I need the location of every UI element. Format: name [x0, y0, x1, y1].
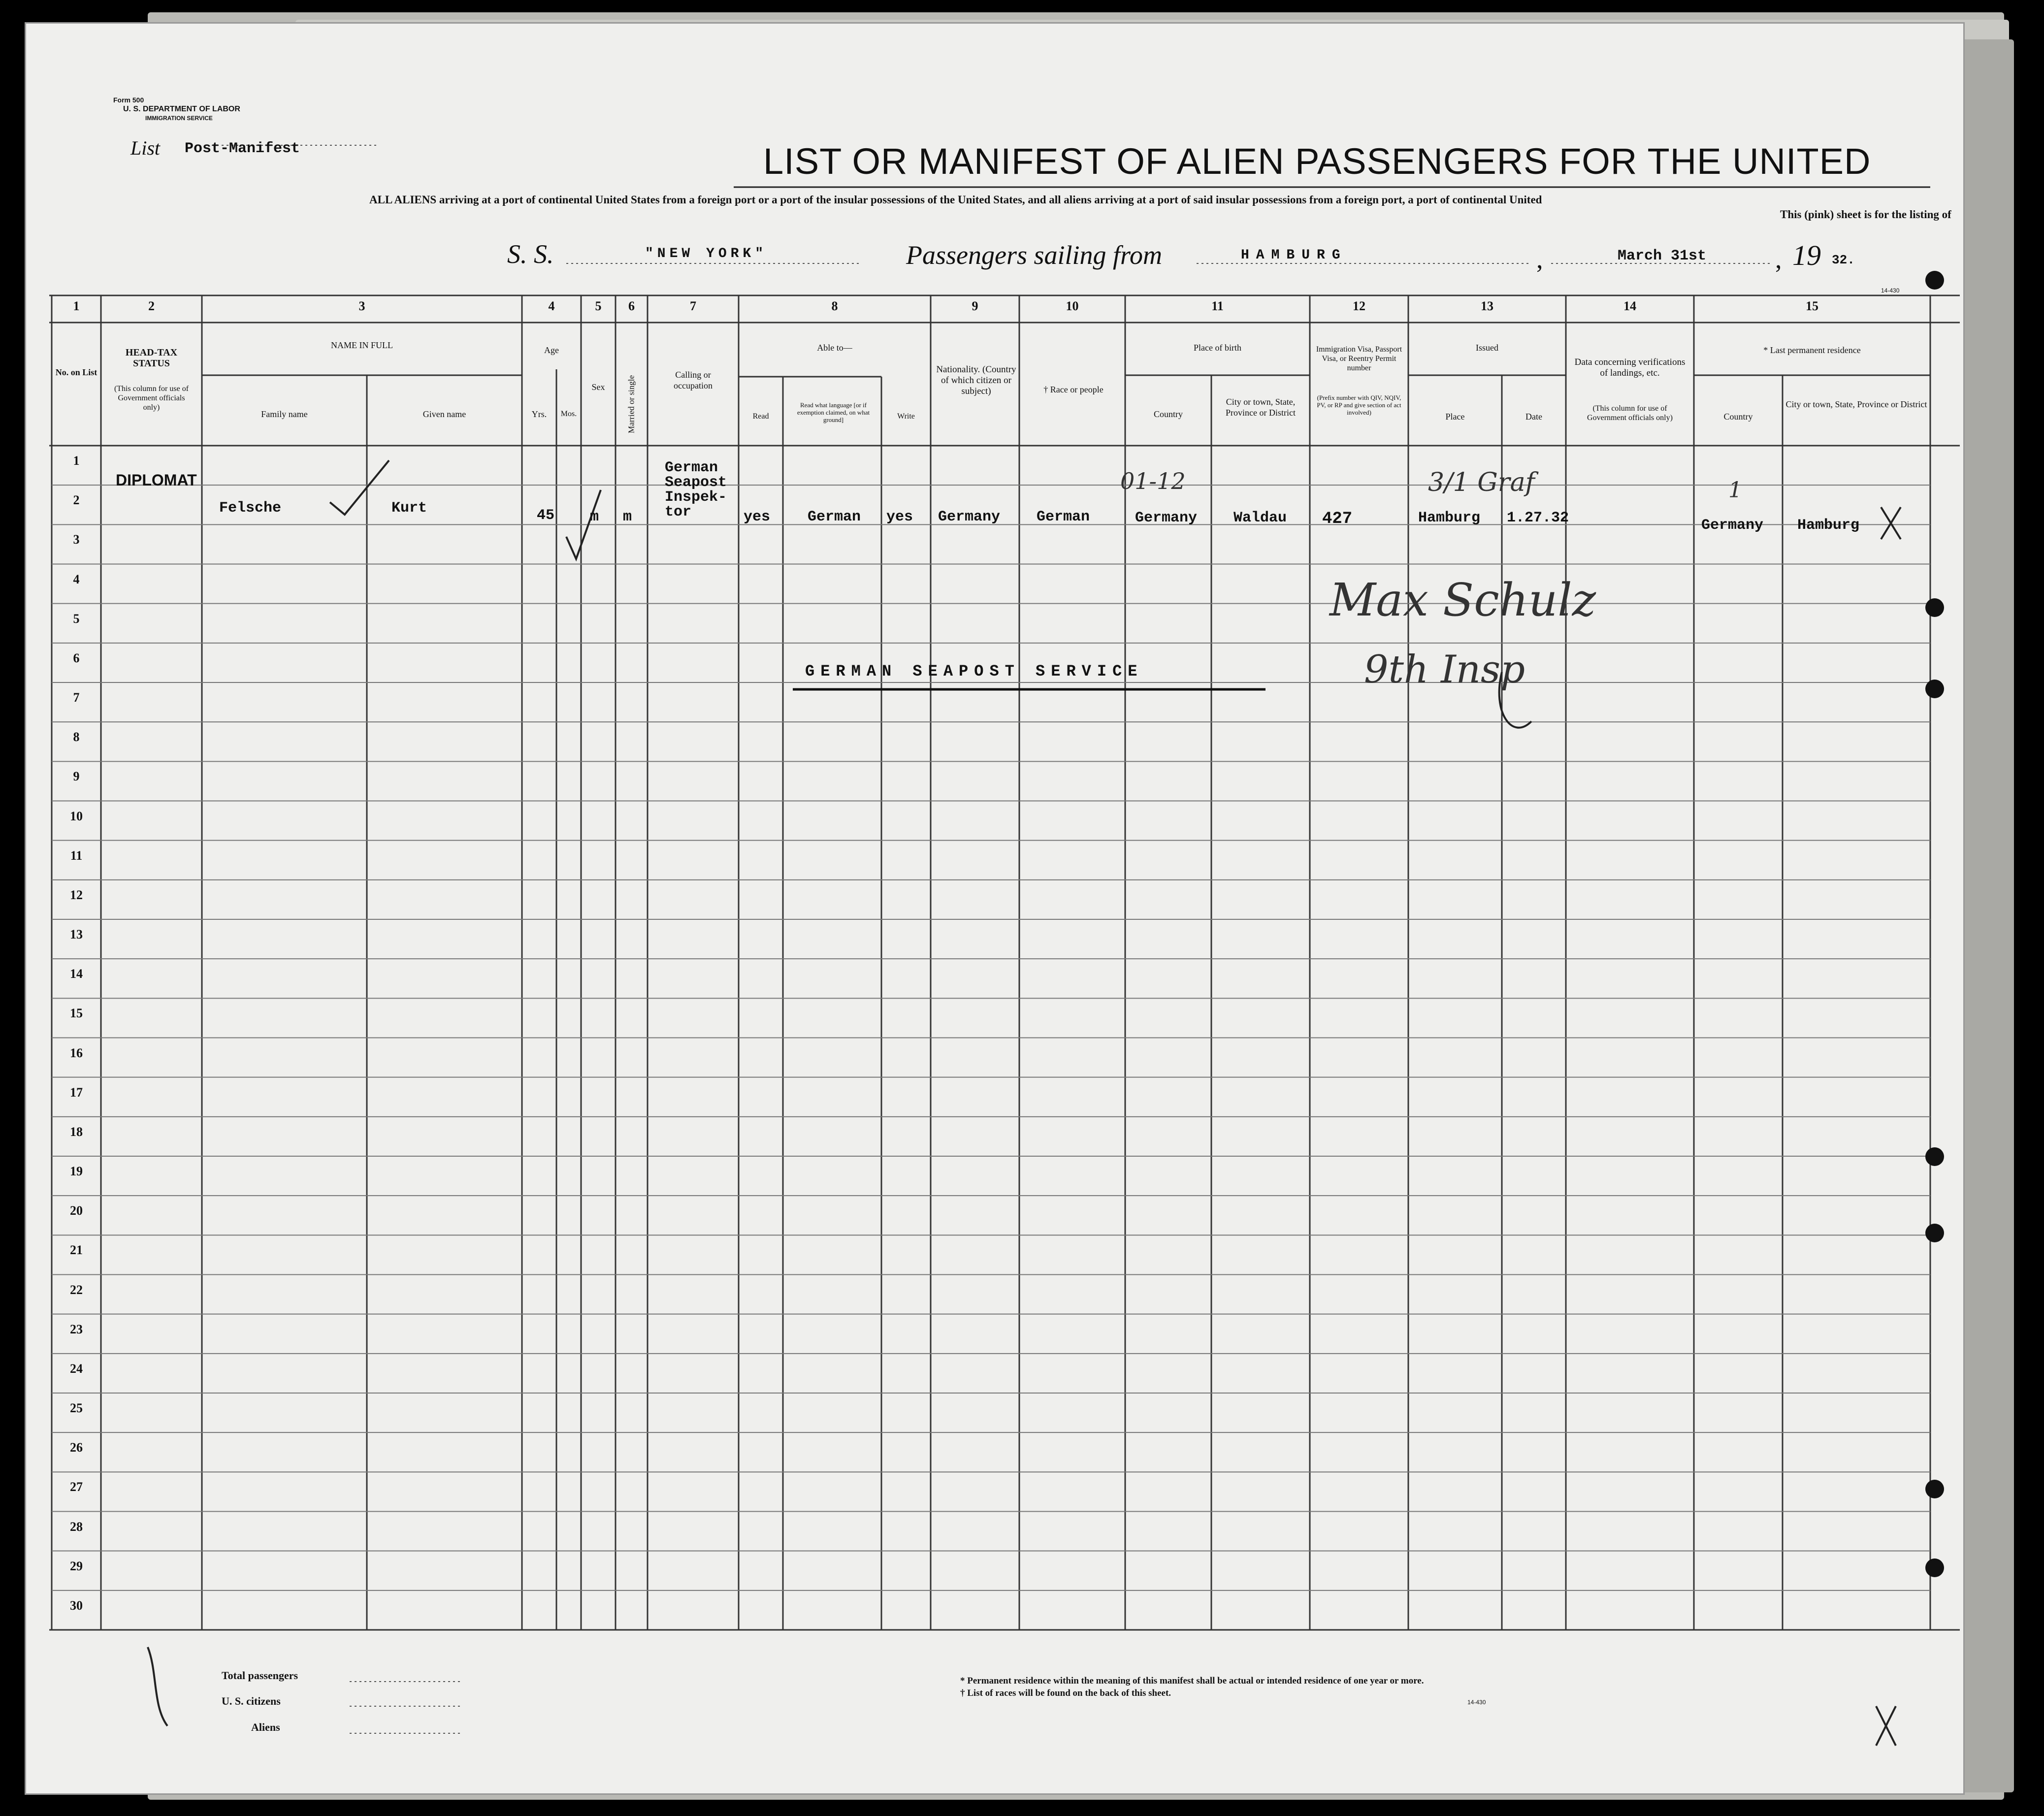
row-number: 10: [70, 809, 83, 823]
entry-marital: m: [623, 509, 632, 525]
header-issued-place: Place: [1445, 412, 1465, 422]
list-value: Post-Manifest: [185, 140, 300, 157]
row-number: 23: [70, 1322, 83, 1336]
header-read: Read: [752, 412, 769, 421]
sailing-label: Passengers sailing from: [906, 240, 1163, 270]
header-read-language: Read what language [or if exemption claimed, on what ground]: [797, 401, 870, 423]
col-num-8: 8: [831, 299, 838, 313]
comma-2: ,: [1775, 244, 1782, 274]
col-num-9: 9: [972, 299, 978, 313]
row-number: 1: [73, 454, 80, 468]
row-number: 7: [73, 690, 80, 705]
header-no-on-list: No. on List: [55, 367, 97, 377]
row-number: 12: [70, 887, 83, 902]
binder-hole: [1925, 598, 1944, 617]
row-number: 28: [70, 1519, 83, 1534]
col-num-13: 13: [1481, 299, 1493, 313]
row-number: 19: [70, 1164, 83, 1179]
header-last-residence: * Last permanent residence: [1763, 345, 1861, 355]
handwritten-issued-note: 3/1 Graf: [1428, 468, 1535, 497]
header-mos: Mos.: [560, 410, 577, 418]
header-name-in-full: NAME IN FULL: [331, 340, 393, 350]
col-num-3: 3: [358, 299, 365, 313]
year-prefix: 19: [1792, 239, 1821, 271]
subtitle-line2: This (pink) sheet is for the listing of: [1780, 208, 1951, 221]
entry-occupation-line-4: tor: [665, 504, 692, 520]
row-number: 29: [70, 1558, 83, 1573]
entry-write: yes: [886, 509, 913, 525]
row-number: 14: [70, 967, 83, 981]
header-yrs: Yrs.: [531, 409, 547, 419]
entry-res-city: Hamburg: [1797, 517, 1860, 534]
entry-race: German: [1037, 509, 1090, 525]
form-code: 14-430: [1881, 287, 1900, 294]
row-number: 3: [73, 532, 80, 547]
col-num-6: 6: [628, 299, 635, 313]
row-number: 5: [73, 611, 80, 626]
aliens-label: Aliens: [251, 1721, 280, 1733]
header-race: † Race or people: [1043, 385, 1103, 394]
manifest-sheet: [25, 22, 1965, 1795]
handwritten-residence-note: 1: [1728, 478, 1742, 503]
row-number: 22: [70, 1282, 83, 1297]
page-title: LIST OR MANIFEST OF ALIEN PASSENGERS FOR THE UNITED: [763, 141, 1871, 182]
row-number: 9: [73, 769, 80, 784]
col-num-4: 4: [548, 299, 555, 313]
header-birth-country: Country: [1153, 409, 1183, 419]
seapost-stamp: GERMAN SEAPOST SERVICE: [805, 662, 1143, 681]
row-number: 13: [70, 927, 83, 942]
entry-read: yes: [744, 509, 771, 525]
row-number: 6: [73, 650, 80, 665]
entry-nationality: Germany: [938, 509, 1001, 525]
entry-family-name: Felsche: [219, 500, 282, 517]
header-verifications: Data concerning verifications of landings, etc.: [1574, 357, 1686, 378]
entry-language: German: [808, 509, 861, 525]
header-given-name: Given name: [422, 409, 466, 419]
ship-name: "NEW YORK": [645, 246, 768, 261]
entry-occupation: [665, 460, 727, 519]
row-number: 26: [70, 1440, 83, 1455]
signature-line-2: 9th Insp: [1364, 648, 1525, 692]
entry-birth-city: Waldau: [1233, 510, 1287, 526]
col-num-5: 5: [595, 299, 602, 313]
binder-hole: [1925, 1147, 1944, 1166]
departure-port: HAMBURG: [1241, 248, 1347, 263]
row-number: 17: [70, 1085, 83, 1100]
entry-occupation-line-3: Inspek-: [665, 489, 727, 506]
header-married: Married or single: [626, 375, 636, 434]
ss-label: S. S.: [507, 239, 554, 269]
us-citizens-label: U. S. citizens: [222, 1695, 281, 1707]
entry-issued-date: 1.27.32: [1507, 510, 1569, 526]
row-number: 30: [70, 1598, 83, 1613]
entry-age-years: 45: [537, 507, 555, 524]
year-suffix: 32.: [1832, 253, 1855, 267]
col-num-2: 2: [148, 299, 155, 313]
row-number: 2: [73, 493, 80, 508]
header-visa-note: (Prefix number with QIV, NQIV, PV, or RP and give section of act involved): [1317, 394, 1401, 416]
col-num-10: 10: [1066, 299, 1079, 313]
header-res-city: City or town, State, Province or District: [1785, 399, 1927, 409]
binder-hole: [1925, 1224, 1944, 1242]
total-passengers-label: Total passengers: [222, 1669, 298, 1682]
entry-head-tax: DIPLOMAT: [116, 471, 197, 489]
row-number: 16: [70, 1045, 83, 1060]
department: U. S. DEPARTMENT OF LABOR: [123, 105, 240, 113]
header-place-of-birth: Place of birth: [1194, 343, 1241, 353]
header-verifications-note: (This column for use of Government officials only): [1587, 404, 1673, 422]
header-head-tax: HEAD-TAX STATUS: [125, 347, 178, 369]
row-number: 4: [73, 572, 80, 586]
entry-occupation-line-1: German: [665, 459, 718, 476]
header-issued: Issued: [1476, 343, 1498, 353]
col-num-11: 11: [1211, 299, 1224, 313]
header-write: Write: [897, 412, 915, 421]
table-grid: [25, 22, 1965, 1795]
comma-1: ,: [1536, 244, 1543, 274]
service: IMMIGRATION SERVICE: [145, 115, 213, 122]
row-number: 25: [70, 1401, 83, 1416]
header-family-name: Family name: [261, 409, 308, 419]
binder-hole: [1925, 1558, 1944, 1577]
row-number: 24: [70, 1361, 83, 1376]
footnote-races: † List of races will be found on the back of this sheet.: [960, 1688, 1171, 1698]
header-birth-city: City or town, State, Province or District: [1226, 397, 1296, 418]
row-number: 27: [70, 1480, 83, 1494]
col-num-7: 7: [690, 299, 696, 313]
row-number: 20: [70, 1203, 83, 1218]
entry-occupation-line-2: Seapost: [665, 474, 727, 491]
binder-hole: [1925, 271, 1944, 290]
header-visa: Immigration Visa, Passport Visa, or Reentry Permit number: [1316, 345, 1402, 372]
row-number: 21: [70, 1243, 83, 1258]
list-label: List: [130, 137, 161, 159]
row-number: 15: [70, 1006, 83, 1021]
header-able-to: Able to—: [817, 343, 852, 353]
entry-sex: m: [590, 509, 599, 525]
header-res-country: Country: [1723, 412, 1753, 422]
row-number: 8: [73, 730, 80, 745]
binder-hole: [1925, 680, 1944, 698]
header-age: Age: [544, 345, 559, 355]
header-calling: Calling or occupation: [674, 370, 713, 390]
footer-code: 14-430: [1467, 1699, 1486, 1706]
col-num-12: 12: [1353, 299, 1365, 313]
entry-issued-place: Hamburg: [1418, 510, 1481, 526]
entry-res-country: Germany: [1701, 517, 1764, 534]
footnote-residence: * Permanent residence within the meaning of this manifest shall be actual or intended residence of one year or more.: [960, 1676, 1424, 1686]
entry-visa: 427: [1322, 510, 1353, 528]
signature-line-1: Max Schulz: [1330, 574, 1596, 626]
header-issued-date: Date: [1525, 412, 1542, 422]
col-num-15: 15: [1806, 299, 1818, 313]
form-number: Form 500: [113, 96, 144, 104]
handwritten-birth-note: 01-12: [1120, 468, 1186, 494]
col-num-1: 1: [73, 299, 80, 313]
row-number: 18: [70, 1124, 83, 1139]
subtitle-line1: ALL ALIENS arriving at a port of continental United States from a foreign port or a port of the insular possessions of the United States, and all aliens arriving at a port of said insular possessions from a foreign port, a port of continental United: [369, 194, 1542, 206]
col-num-14: 14: [1623, 299, 1636, 313]
sailing-date: March 31st: [1618, 248, 1707, 264]
row-number: 11: [70, 848, 83, 863]
binder-hole: [1925, 1480, 1944, 1498]
entry-birth-country: Germany: [1135, 510, 1198, 526]
header-nationality: Nationality. (Country of which citizen or subject): [936, 364, 1016, 396]
header-head-tax-note: (This column for use of Government officials only): [114, 385, 189, 412]
entry-given-name: Kurt: [391, 500, 427, 517]
header-sex: Sex: [591, 382, 605, 392]
